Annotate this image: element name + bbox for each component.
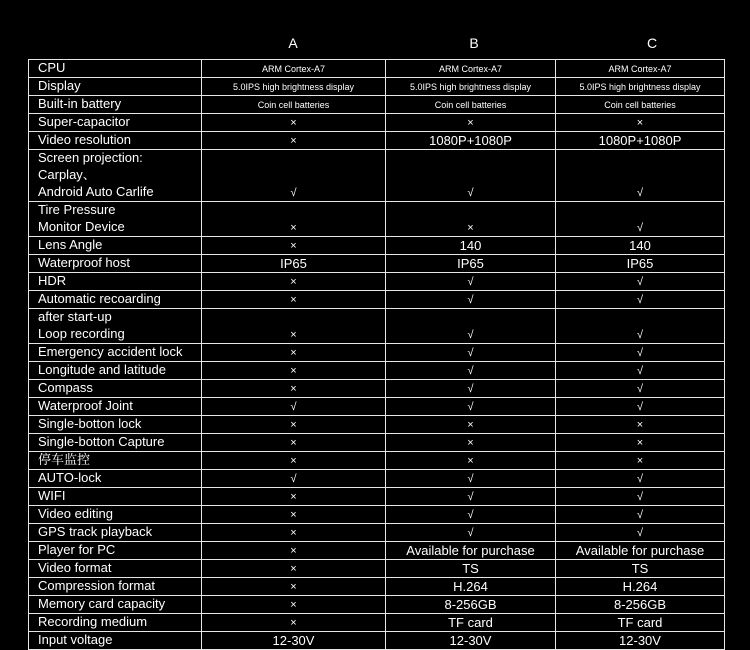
cell-c: √ (556, 150, 725, 202)
cell-a: × (202, 291, 386, 309)
row-label-line: Recording medium (38, 614, 148, 629)
row-label-line: Screen projection: (38, 150, 143, 165)
cell-a: × (202, 506, 386, 524)
cell-b: 1080P+1080P (386, 132, 556, 150)
cell-c: √ (556, 344, 725, 362)
cell-c: √ (556, 362, 725, 380)
cell-a: × (202, 452, 386, 470)
row-label-line: Waterproof Joint (38, 398, 133, 413)
table-row (29, 596, 725, 614)
row-label-line: Super-capacitor (38, 114, 130, 129)
row-label (29, 255, 202, 273)
cell-c: TF card (556, 614, 725, 632)
cell-b: √ (386, 150, 556, 202)
cell-c: √ (556, 524, 725, 542)
row-label (29, 96, 202, 114)
cell-b: 12-30V (386, 632, 556, 650)
column-header-c: C (646, 35, 658, 51)
cell-a: × (202, 596, 386, 614)
comparison-table (28, 59, 725, 650)
row-label (29, 78, 202, 96)
cell-b: 140 (386, 237, 556, 255)
cell-c: × (556, 434, 725, 452)
cell-b: √ (386, 524, 556, 542)
cell-b: × (386, 416, 556, 434)
cell-b: √ (386, 380, 556, 398)
row-label (29, 578, 202, 596)
row-label-line: Loop recording (38, 326, 125, 341)
cell-a: × (202, 380, 386, 398)
row-label-line: Monitor Device (38, 219, 125, 234)
row-label-line: Player for PC (38, 542, 116, 557)
row-label-line: Single-botton lock (38, 416, 142, 431)
cell-c: 1080P+1080P (556, 132, 725, 150)
cell-a: × (202, 114, 386, 132)
row-label (29, 560, 202, 578)
cell-b: 5.0IPS high brightness display (386, 78, 556, 96)
table-row (29, 273, 725, 291)
cell-c: Coin cell batteries (556, 96, 725, 114)
row-label (29, 488, 202, 506)
cell-a: × (202, 614, 386, 632)
table-row (29, 132, 725, 150)
table-row (29, 60, 725, 78)
row-label-line: Waterproof host (38, 255, 131, 270)
row-label-line: Memory card capacity (38, 596, 166, 611)
cell-b: IP65 (386, 255, 556, 273)
cell-b: Coin cell batteries (386, 96, 556, 114)
cell-c: 5.0IPS high brightness display (556, 78, 725, 96)
cell-b: TF card (386, 614, 556, 632)
row-label-line: Compression format (38, 578, 156, 593)
cell-a: × (202, 273, 386, 291)
table-row (29, 362, 725, 380)
table-row (29, 202, 725, 237)
row-label (29, 452, 202, 470)
cell-b: √ (386, 309, 556, 344)
row-label (29, 434, 202, 452)
cell-a: × (202, 524, 386, 542)
table-row (29, 255, 725, 273)
table-row (29, 150, 725, 202)
cell-c: √ (556, 291, 725, 309)
cell-a: × (202, 542, 386, 560)
cell-b: × (386, 434, 556, 452)
cell-a: 12-30V (202, 632, 386, 650)
row-label (29, 132, 202, 150)
cell-c: H.264 (556, 578, 725, 596)
cell-c: √ (556, 273, 725, 291)
row-label-line: Tire Pressure (38, 202, 116, 217)
cell-a: × (202, 434, 386, 452)
cell-a: IP65 (202, 255, 386, 273)
table-row (29, 614, 725, 632)
cell-a: × (202, 560, 386, 578)
table-row (29, 452, 725, 470)
cell-a: × (202, 362, 386, 380)
cell-b: √ (386, 362, 556, 380)
cell-b: √ (386, 344, 556, 362)
cell-a: Coin cell batteries (202, 96, 386, 114)
row-label-line: Video resolution (38, 132, 131, 147)
cell-b: √ (386, 291, 556, 309)
cell-a: √ (202, 150, 386, 202)
cell-c: √ (556, 488, 725, 506)
cell-c: 8-256GB (556, 596, 725, 614)
cell-b: 8-256GB (386, 596, 556, 614)
table-row (29, 578, 725, 596)
row-label-line: CPU (38, 60, 66, 75)
cell-c: IP65 (556, 255, 725, 273)
row-label (29, 596, 202, 614)
table-row (29, 560, 725, 578)
cell-b: × (386, 452, 556, 470)
cell-a: × (202, 344, 386, 362)
table-row (29, 398, 725, 416)
table-row (29, 380, 725, 398)
row-label-line: GPS track playback (38, 524, 153, 539)
table-row (29, 309, 725, 344)
column-header-a: A (288, 35, 298, 51)
cell-c: 12-30V (556, 632, 725, 650)
row-label-line: Display (38, 78, 81, 93)
row-label (29, 542, 202, 560)
cell-c: √ (556, 470, 725, 488)
cell-b: × (386, 202, 556, 237)
table-row (29, 524, 725, 542)
cell-b: √ (386, 273, 556, 291)
row-label-line: Video format (38, 560, 112, 575)
cell-b: Available for purchase (386, 542, 556, 560)
row-label-line: WIFI (38, 488, 66, 503)
row-label (29, 114, 202, 132)
row-label (29, 273, 202, 291)
cell-c: × (556, 114, 725, 132)
table-row (29, 78, 725, 96)
cell-a: × (202, 488, 386, 506)
cell-b: √ (386, 488, 556, 506)
row-label (29, 506, 202, 524)
cell-a: × (202, 309, 386, 344)
row-label-line: Longitude and latitude (38, 362, 166, 377)
row-label (29, 416, 202, 434)
row-label-line: HDR (38, 273, 67, 288)
cell-a: √ (202, 398, 386, 416)
cell-a: × (202, 237, 386, 255)
cell-c: Available for purchase (556, 542, 725, 560)
row-label-line: Android Auto Carlife (38, 184, 154, 199)
cell-b: √ (386, 398, 556, 416)
cell-b: H.264 (386, 578, 556, 596)
row-label-line: Automatic recoarding (38, 291, 161, 306)
row-label (29, 291, 202, 309)
row-label (29, 344, 202, 362)
cell-c: × (556, 416, 725, 434)
cell-a: 5.0IPS high brightness display (202, 78, 386, 96)
cell-c: √ (556, 202, 725, 237)
cell-b: √ (386, 506, 556, 524)
row-label (29, 362, 202, 380)
cell-a: × (202, 132, 386, 150)
row-label (29, 614, 202, 632)
table-row (29, 416, 725, 434)
row-label-line: Built-in battery (38, 96, 122, 111)
row-label-line: after start-up (38, 309, 112, 324)
row-label-line: AUTO-lock (38, 470, 102, 485)
row-label-line: Emergency accident lock (38, 344, 183, 359)
cell-a: ARM Cortex-A7 (202, 60, 386, 78)
table-row (29, 237, 725, 255)
table-row (29, 488, 725, 506)
row-label (29, 237, 202, 255)
cell-a: √ (202, 470, 386, 488)
row-label-line: Single-botton Capture (38, 434, 165, 449)
row-label-line: Input voltage (38, 632, 113, 647)
table-row (29, 542, 725, 560)
row-label-line: 停车监控 (38, 452, 91, 467)
cell-c: √ (556, 506, 725, 524)
cell-c: √ (556, 380, 725, 398)
cell-b: √ (386, 470, 556, 488)
table-row (29, 434, 725, 452)
cell-c: ARM Cortex-A7 (556, 60, 725, 78)
cell-c: TS (556, 560, 725, 578)
table-row (29, 470, 725, 488)
row-label (29, 309, 202, 344)
cell-b: TS (386, 560, 556, 578)
table-row (29, 291, 725, 309)
cell-b: × (386, 114, 556, 132)
row-label-line: Compass (38, 380, 93, 395)
column-header-b: B (469, 35, 479, 51)
row-label (29, 398, 202, 416)
comparison-table-body (29, 60, 725, 650)
cell-c: 140 (556, 237, 725, 255)
table-row (29, 506, 725, 524)
cell-a: × (202, 578, 386, 596)
row-label (29, 150, 202, 202)
table-row (29, 344, 725, 362)
row-label (29, 60, 202, 78)
cell-c: × (556, 452, 725, 470)
table-row (29, 114, 725, 132)
cell-a: × (202, 416, 386, 434)
cell-c: √ (556, 309, 725, 344)
row-label (29, 380, 202, 398)
cell-b: ARM Cortex-A7 (386, 60, 556, 78)
cell-c: √ (556, 398, 725, 416)
row-label (29, 524, 202, 542)
row-label-line: Carplay、 (38, 167, 96, 182)
row-label-line: Video editing (38, 506, 113, 521)
cell-a: × (202, 202, 386, 237)
table-row (29, 96, 725, 114)
row-label-line: Lens Angle (38, 237, 103, 252)
row-label (29, 470, 202, 488)
row-label (29, 202, 202, 237)
